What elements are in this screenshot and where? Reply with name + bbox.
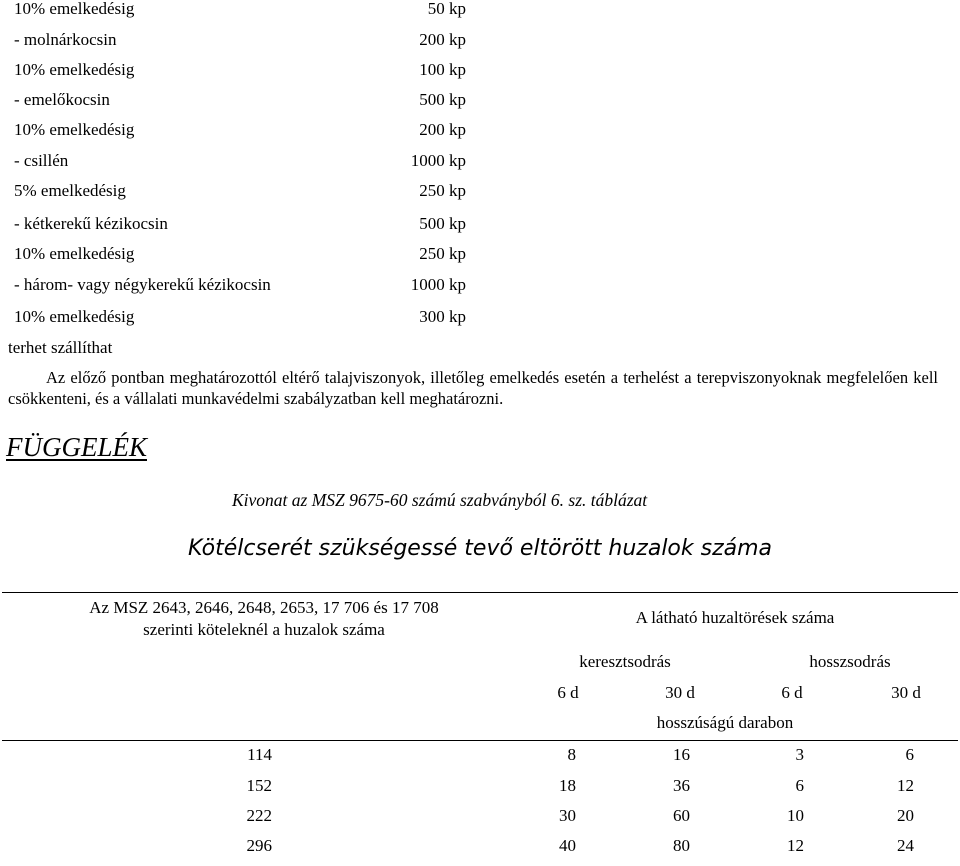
value-cell: 30: [559, 806, 576, 825]
sub-header: 6 d: [557, 683, 579, 702]
load-label: 10% emelkedésig: [14, 120, 135, 139]
table-title: Kötélcserét szükségessé tevő eltörött huzalok száma: [187, 536, 773, 561]
load-value: 200 kp: [419, 30, 466, 49]
value-cell: 40: [559, 836, 576, 855]
load-value: 50 kp: [427, 0, 466, 18]
load-row: [0, 307, 480, 337]
value-cell: 12: [787, 836, 804, 855]
value-cell: 36: [673, 776, 690, 795]
length-unit-note: hosszúságú darabon: [656, 713, 794, 732]
load-value: 250 kp: [419, 244, 466, 263]
load-row: [0, 244, 480, 274]
load-label: 10% emelkedésig: [14, 307, 135, 326]
excerpt-caption: Kivonat az MSZ 9675-60 számú szabványból 6. sz. táblázat: [232, 490, 648, 510]
load-value: 1000 kp: [410, 151, 466, 170]
load-value: 500 kp: [419, 90, 466, 109]
sub-header: 30 d: [891, 683, 921, 702]
appendix-heading: FÜGGELÉK: [6, 432, 147, 462]
value-cell: 3: [795, 745, 804, 764]
table-top-rule: [2, 592, 958, 593]
load-label: 5% emelkedésig: [14, 181, 126, 200]
value-cell: 8: [567, 745, 576, 764]
table-row: [0, 806, 960, 836]
load-caption: terhet szállíthat: [8, 338, 113, 357]
wire-count-cell: 114: [247, 745, 272, 764]
paragraph-text: Az előző pontban meghatározottól eltérő talajviszonyok, illetőleg emelkedés esetén a terhelést a terepviszonyoknak megfelelően kell csökkenteni, és a vállalati munkavédelmi szabályzatban kell meghatározni.: [8, 368, 938, 408]
load-row: [0, 90, 480, 120]
load-value: 1000 kp: [410, 275, 466, 294]
sub-header: 6 d: [781, 683, 803, 702]
value-cell: 60: [673, 806, 690, 825]
load-row: [0, 181, 480, 211]
visible-breaks-header: A látható huzaltörések száma: [635, 608, 835, 627]
load-row: [0, 0, 480, 29]
value-cell: 16: [673, 745, 690, 764]
body-paragraph: [8, 367, 938, 409]
lang-lay-group-header: hosszsodrás: [809, 652, 891, 671]
load-value: 200 kp: [419, 120, 466, 139]
cross-lay-group-header: keresztsodrás: [579, 652, 671, 671]
load-label: 10% emelkedésig: [14, 60, 135, 79]
value-cell: 6: [905, 745, 914, 764]
value-cell: 24: [897, 836, 914, 855]
wire-count-cell: 152: [246, 776, 272, 795]
load-label: 10% emelkedésig: [14, 244, 135, 263]
load-label: - emelőkocsin: [14, 90, 110, 109]
load-label: - kétkerekű kézikocsin: [14, 214, 168, 233]
value-cell: 20: [897, 806, 914, 825]
load-row: [0, 275, 480, 305]
load-label: - molnárkocsin: [14, 30, 117, 49]
header-line: Az MSZ 2643, 2646, 2648, 2653, 17 706 és 17 708: [89, 598, 439, 617]
load-value: 250 kp: [419, 181, 466, 200]
wire-count-cell: 296: [246, 836, 272, 855]
table-row: [0, 776, 960, 806]
load-row: [0, 30, 480, 60]
table-row: [0, 745, 960, 775]
load-value: 500 kp: [419, 214, 466, 233]
wire-count-column-header: [40, 597, 488, 641]
load-value: 100 kp: [419, 60, 466, 79]
load-row: [0, 120, 480, 150]
value-cell: 12: [897, 776, 914, 795]
header-line: szerinti köteleknél a huzalok száma: [143, 620, 385, 639]
load-row: [0, 60, 480, 90]
table-row: [0, 836, 960, 866]
load-row: [0, 151, 480, 181]
value-cell: 6: [795, 776, 804, 795]
sub-header: 30 d: [665, 683, 695, 702]
value-cell: 18: [559, 776, 576, 795]
load-value: 300 kp: [419, 307, 466, 326]
load-row: [0, 214, 480, 244]
load-label: - csillén: [14, 151, 69, 170]
load-label: - három- vagy négykerekű kézikocsin: [14, 275, 271, 294]
wire-count-cell: 222: [246, 806, 272, 825]
table-header-rule: [2, 740, 958, 741]
value-cell: 10: [787, 806, 804, 825]
value-cell: 80: [673, 836, 690, 855]
load-label: 10% emelkedésig: [14, 0, 135, 18]
